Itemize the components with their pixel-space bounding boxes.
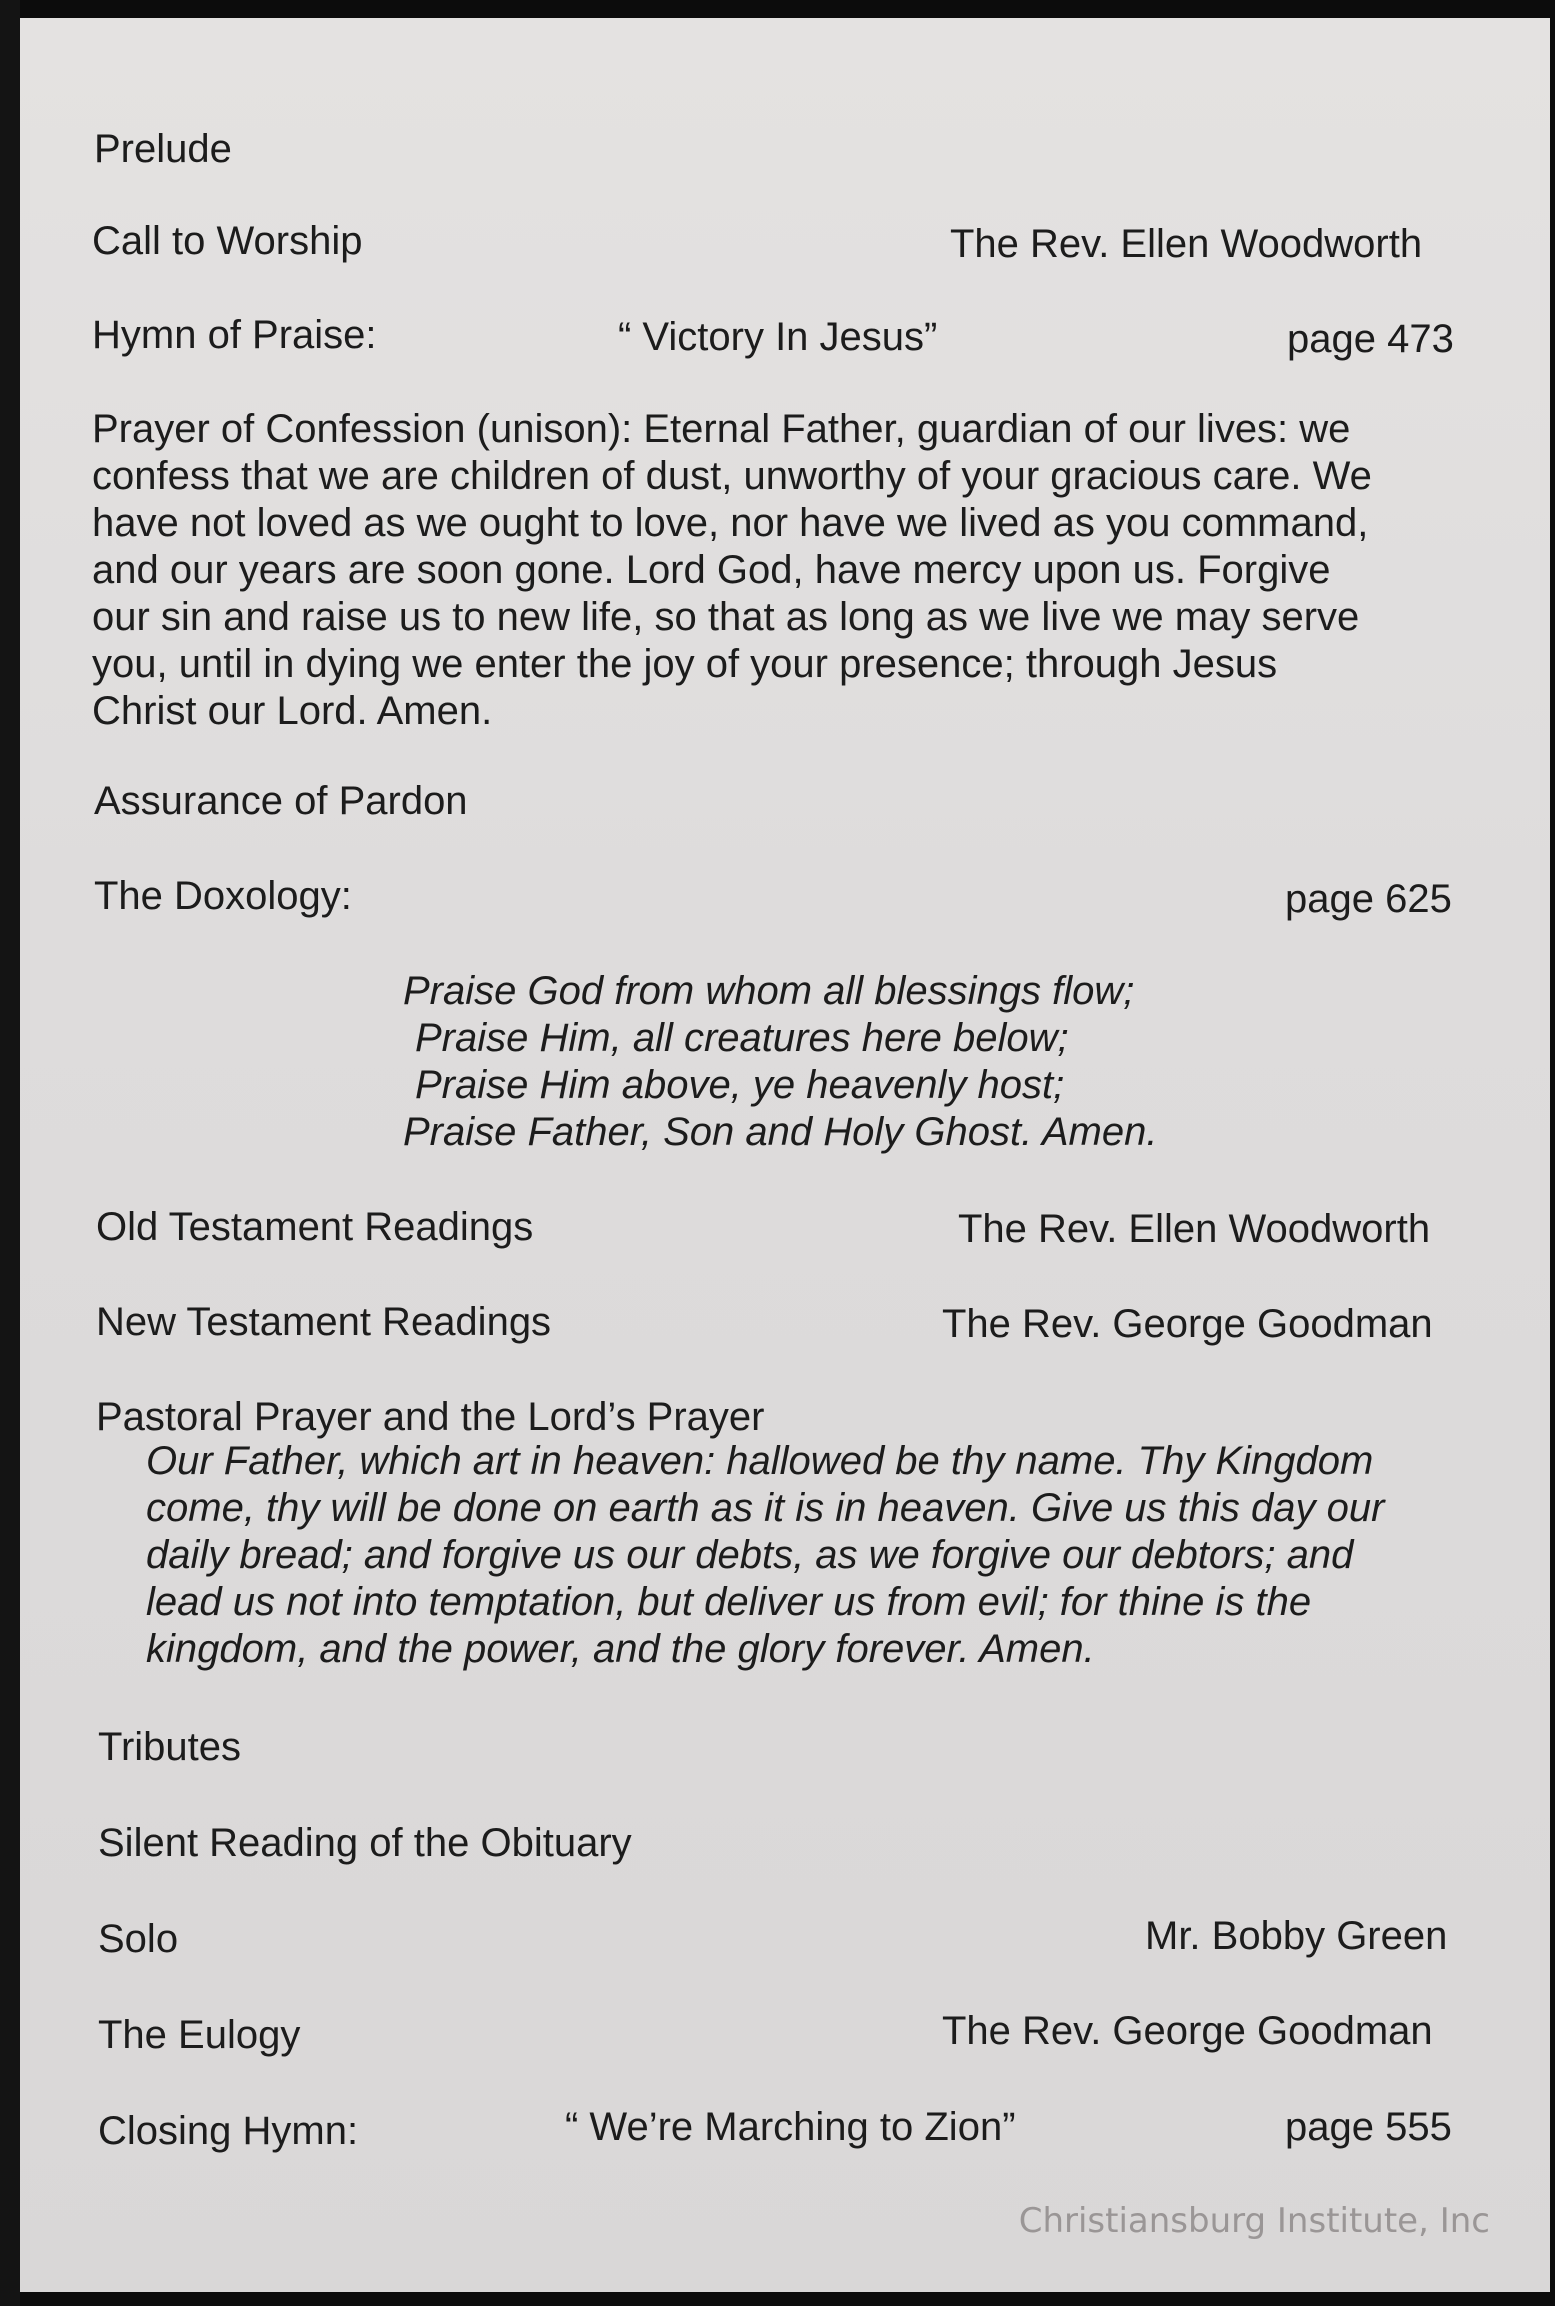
confession-line: Prayer of Confession (unison): Eternal Father, guardian of our lives: we xyxy=(92,407,1351,451)
watermark: Christiansburg Institute, Inc xyxy=(1018,2201,1490,2241)
eulogy-person: The Rev. George Goodman xyxy=(942,2009,1433,2053)
photo-border xyxy=(0,0,20,2306)
call-to-worship-label: Call to Worship xyxy=(92,219,363,263)
eulogy-label: The Eulogy xyxy=(98,2013,301,2057)
lords-prayer-line: come, thy will be done on earth as it is in heaven. Give us this day our xyxy=(146,1486,1385,1530)
doxology-line: Praise Him, all creatures here below; xyxy=(415,1016,1069,1060)
confession-line: our sin and raise us to new life, so that as long as we live we may serve xyxy=(92,595,1360,639)
solo-label: Solo xyxy=(98,1917,179,1961)
doxology-text xyxy=(403,968,1157,1156)
old-testament-label: Old Testament Readings xyxy=(96,1205,534,1249)
program-page xyxy=(20,18,1550,2292)
prayer-of-confession xyxy=(92,406,1372,735)
new-testament-person: The Rev. George Goodman xyxy=(942,1302,1433,1346)
closing-hymn-label: Closing Hymn: xyxy=(98,2109,359,2153)
doxology-line: Praise God from whom all blessings flow; xyxy=(403,969,1135,1013)
prelude-label: Prelude xyxy=(94,127,232,171)
doxology-page: page 625 xyxy=(1285,877,1452,921)
call-to-worship-person: The Rev. Ellen Woodworth xyxy=(950,222,1423,266)
lords-prayer-line: lead us not into temptation, but deliver us from evil; for thine is the xyxy=(146,1580,1312,1624)
confession-line: confess that we are children of dust, unworthy of your gracious care. We xyxy=(92,454,1372,498)
hymn-of-praise-page: page 473 xyxy=(1287,317,1454,361)
doxology-line: Praise Him above, ye heavenly host; xyxy=(415,1063,1065,1107)
pastoral-prayer-label: Pastoral Prayer and the Lord’s Prayer xyxy=(96,1395,765,1439)
tributes-label: Tributes xyxy=(98,1725,242,1769)
doxology-label: The Doxology: xyxy=(94,874,352,918)
lords-prayer-line: daily bread; and forgive us our debts, as we forgive our debtors; and xyxy=(146,1533,1354,1577)
hymn-of-praise-label: Hymn of Praise: xyxy=(92,313,377,357)
lords-prayer-line: Our Father, which art in heaven: hallowed be thy name. Thy Kingdom xyxy=(146,1439,1374,1483)
old-testament-person: The Rev. Ellen Woodworth xyxy=(958,1207,1431,1251)
new-testament-label: New Testament Readings xyxy=(96,1300,552,1344)
lords-prayer-text xyxy=(146,1438,1384,1673)
assurance-label: Assurance of Pardon xyxy=(94,779,468,823)
obituary-label: Silent Reading of the Obituary xyxy=(98,1821,632,1865)
hymn-of-praise-title: “ Victory In Jesus” xyxy=(618,315,938,359)
closing-hymn-page: page 555 xyxy=(1285,2105,1452,2149)
lords-prayer-line: kingdom, and the power, and the glory forever. Amen. xyxy=(146,1627,1095,1671)
confession-line: you, until in dying we enter the joy of your presence; through Jesus xyxy=(92,642,1278,686)
closing-hymn-title: “ We’re Marching to Zion” xyxy=(565,2105,1016,2149)
confession-line: Christ our Lord. Amen. xyxy=(92,689,493,733)
solo-person: Mr. Bobby Green xyxy=(1145,1914,1448,1958)
doxology-line: Praise Father, Son and Holy Ghost. Amen. xyxy=(403,1110,1158,1154)
confession-line: and our years are soon gone. Lord God, have mercy upon us. Forgive xyxy=(92,548,1331,592)
confession-line: have not loved as we ought to love, nor have we lived as you command, xyxy=(92,501,1369,545)
